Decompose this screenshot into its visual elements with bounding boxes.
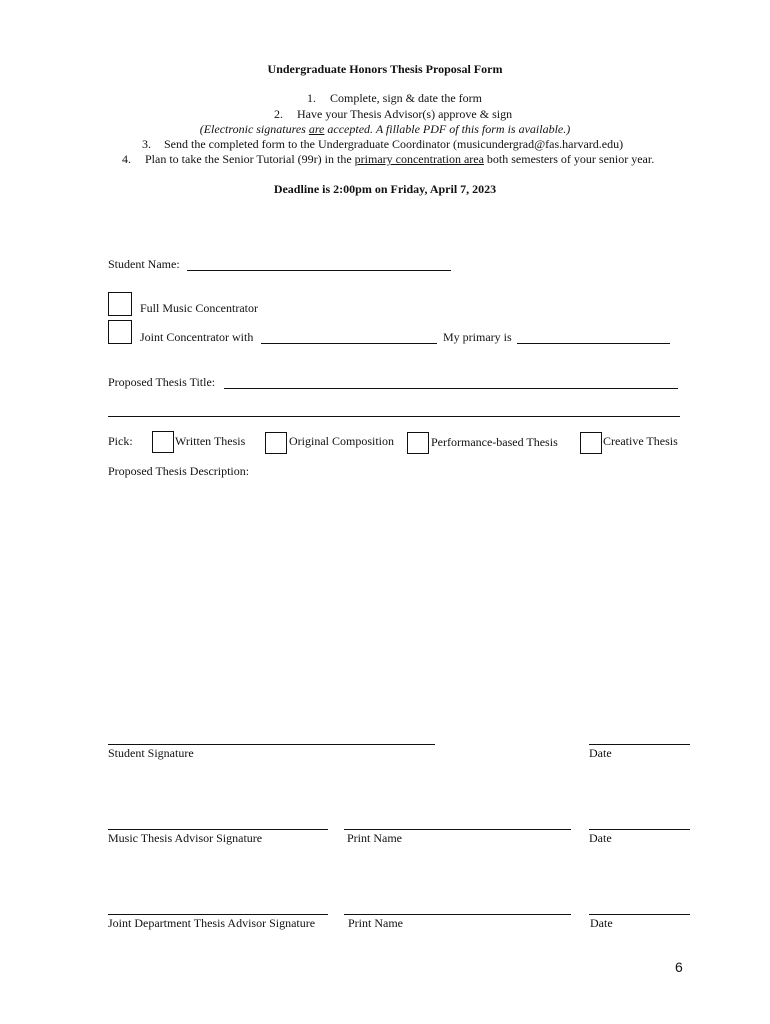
joint-advisor-signature-label: Joint Department Thesis Advisor Signature: [108, 916, 316, 930]
full-concentrator-label: Full Music Concentrator: [140, 301, 258, 315]
written-thesis-checkbox[interactable]: [152, 431, 174, 453]
joint-concentrator-field[interactable]: [261, 343, 437, 344]
creative-thesis-checkbox[interactable]: [580, 432, 602, 454]
page-number: 6: [675, 959, 683, 975]
joint-concentrator-checkbox[interactable]: [108, 320, 132, 344]
music-advisor-signature-label: Music Thesis Advisor Signature: [108, 831, 263, 845]
joint-advisor-date-line[interactable]: [589, 914, 690, 915]
music-advisor-print-name-label: Print Name: [347, 831, 402, 845]
joint-advisor-date-label: Date: [590, 916, 613, 930]
description-label: Proposed Thesis Description:: [108, 464, 250, 478]
performance-thesis-label: Performance-based Thesis: [431, 435, 558, 449]
full-concentrator-checkbox[interactable]: [108, 292, 132, 316]
instruction-4: [145, 152, 654, 167]
instruction-4-text-pre: Plan to take the Senior Tutorial (99r) in the: [145, 152, 355, 166]
music-advisor-date-line[interactable]: [589, 829, 690, 830]
instruction-2: Have your Thesis Advisor(s) approve & sign: [297, 107, 513, 121]
student-signature-line[interactable]: [108, 744, 435, 745]
student-signature-label: Student Signature: [108, 746, 194, 760]
description-area[interactable]: [108, 482, 680, 722]
joint-advisor-print-name-label: Print Name: [348, 916, 403, 930]
performance-thesis-checkbox[interactable]: [407, 432, 429, 454]
student-date-label: Date: [589, 746, 612, 760]
original-composition-checkbox[interactable]: [265, 432, 287, 454]
proposed-title-field[interactable]: [224, 388, 678, 389]
joint-advisor-print-name-line[interactable]: [344, 914, 571, 915]
instruction-2-number: 2.: [274, 107, 283, 121]
original-composition-label: Original Composition: [289, 434, 394, 448]
music-advisor-print-name-line[interactable]: [344, 829, 571, 830]
deadline: Deadline is 2:00pm on Friday, April 7, 2023: [273, 182, 497, 196]
instruction-1-number: 1.: [307, 91, 316, 105]
creative-thesis-label: Creative Thesis: [603, 434, 678, 448]
note-text-pre: (Electronic signatures: [199, 122, 309, 136]
joint-advisor-signature-line[interactable]: [108, 914, 328, 915]
proposed-title-field-line-2[interactable]: [108, 416, 680, 417]
my-primary-label: My primary is: [443, 330, 512, 344]
instruction-4-text-post: both semesters of your senior year.: [483, 152, 655, 166]
pick-label: Pick:: [108, 434, 133, 448]
student-name-label: Student Name:: [108, 257, 180, 271]
music-advisor-signature-line[interactable]: [108, 829, 328, 830]
instruction-4-number: 4.: [122, 152, 131, 166]
electronic-signature-note: [0, 122, 770, 137]
student-date-line[interactable]: [589, 744, 690, 745]
note-text-post: accepted. A fillable PDF of this form is available.): [324, 122, 571, 136]
proposed-title-label: Proposed Thesis Title:: [108, 375, 216, 389]
music-advisor-date-label: Date: [589, 831, 612, 845]
instruction-3: Send the completed form to the Undergraduate Coordinator (musicundergrad@fas.harvard.edu): [164, 137, 624, 151]
note-text-are: are: [308, 122, 325, 136]
primary-concentration-area: primary concentration area: [354, 152, 484, 166]
my-primary-field[interactable]: [517, 343, 670, 344]
instruction-1: Complete, sign & date the form: [330, 91, 482, 105]
form-title: Undergraduate Honors Thesis Proposal Form: [267, 62, 503, 76]
joint-concentrator-label: Joint Concentrator with: [140, 330, 254, 344]
student-name-field[interactable]: [187, 270, 451, 271]
written-thesis-label: Written Thesis: [175, 434, 246, 448]
instruction-3-number: 3.: [142, 137, 151, 151]
